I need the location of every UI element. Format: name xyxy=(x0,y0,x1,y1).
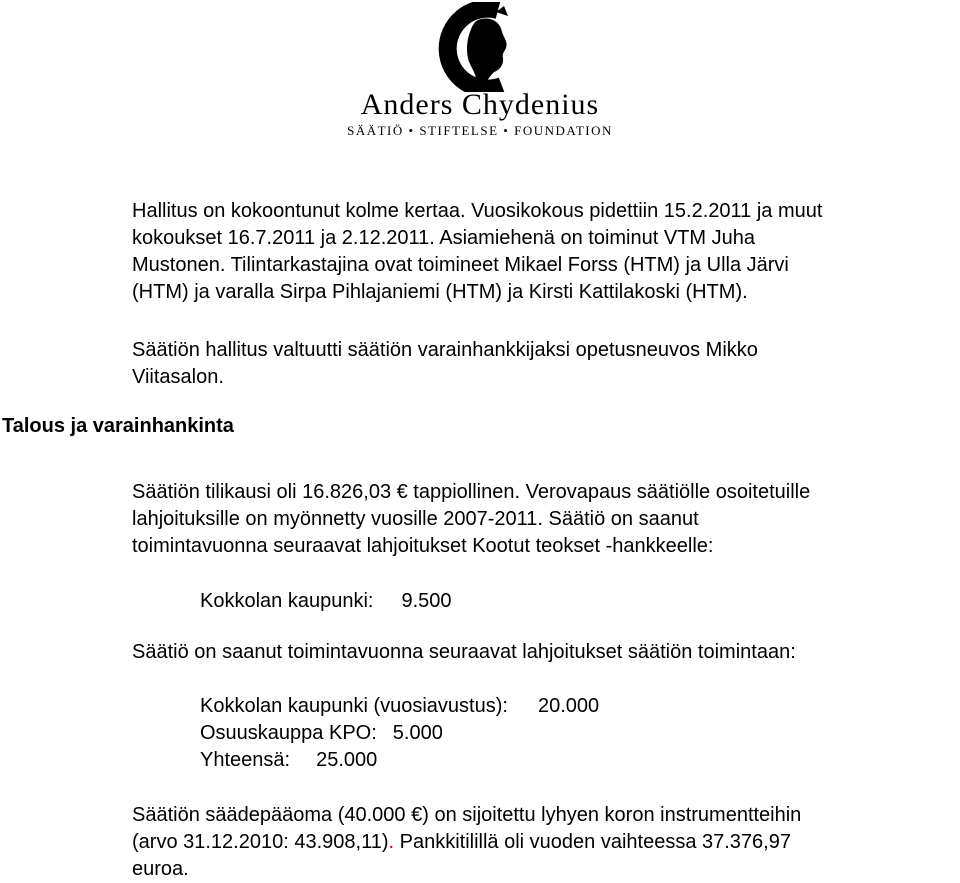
text-line: Viitasalon. xyxy=(132,366,224,388)
text-line: toimintavuonna seuraavat lahjoitukset Kootut teokset -hankkeelle: xyxy=(132,535,714,557)
text-line: (HTM) ja varalla Sirpa Pihlajaniemi (HTM) ja Kirsti Kattilakoski (HTM). xyxy=(132,281,748,303)
project-donation-row xyxy=(200,588,960,615)
total-value: 25.000 xyxy=(316,749,378,771)
donor-label: Osuuskauppa KPO: xyxy=(200,722,377,744)
donation-row xyxy=(200,693,960,720)
operations-donations-list xyxy=(200,693,960,774)
donation-value: 5.000 xyxy=(392,722,443,744)
finance-paragraph xyxy=(132,479,960,560)
text-line xyxy=(132,829,960,856)
text-line: Mustonen. Tilintarkastajina ovat toimineet Mikael Forss (HTM) ja Ulla Järvi xyxy=(132,254,789,276)
donation-row xyxy=(200,720,960,747)
logo-subtitle: SÄÄTIÖ • STIFTELSE • FOUNDATION xyxy=(347,123,613,138)
operations-intro: Säätiö on saanut toimintavuonna seuraavat lahjoitukset säätiön toimintaan: xyxy=(132,641,796,663)
total-label: Yhteensä: xyxy=(200,749,291,771)
capital-paragraph xyxy=(132,802,960,883)
text-line: Hallitus on kokoontunut kolme kertaa. Vuosikokous pidettiin 15.2.2011 ja muut xyxy=(132,200,823,222)
section-heading: Talous ja varainhankinta xyxy=(2,415,234,437)
text-line: kokoukset 16.7.2011 ja 2.12.2011. Asiamiehenä on toiminut VTM Juha xyxy=(132,227,755,249)
chydenius-portrait-c-logo-icon xyxy=(436,2,526,92)
highlighted-period: . xyxy=(388,831,395,853)
fundraiser-paragraph xyxy=(132,337,960,391)
text-line: lahjoituksille on myönnetty vuosille 2007-2011. Säätiö on saanut xyxy=(132,508,699,530)
donor-label: Kokkolan kaupunki (vuosiavustus): xyxy=(200,695,508,717)
logo-name: Anders Chydenius xyxy=(360,88,600,121)
donation-value: 9.500 xyxy=(401,590,452,612)
donation-value: 20.000 xyxy=(537,695,600,717)
text-line: Säätiön hallitus valtuutti säätiön varainhankkijaksi opetusneuvos Mikko xyxy=(132,339,758,361)
donor-label: Kokkolan kaupunki: xyxy=(200,590,374,612)
foundation-logo xyxy=(0,0,960,145)
text-line: Säätiön säädepääoma (40.000 €) on sijoitettu lyhyen koron instrumentteihin xyxy=(132,804,802,826)
donation-total-row xyxy=(200,747,960,774)
board-paragraph xyxy=(132,198,960,306)
bank-balance-text: Pankkitilillä oli vuoden vaihteessa 37.376,97 xyxy=(394,831,791,853)
capital-value-text: (arvo 31.12.2010: 43.908,11) xyxy=(132,831,389,853)
text-line: euroa. xyxy=(132,858,189,880)
text-line: Säätiön tilikausi oli 16.826,03 € tappiollinen. Verovapaus säätiölle osoitetuille xyxy=(132,481,811,503)
